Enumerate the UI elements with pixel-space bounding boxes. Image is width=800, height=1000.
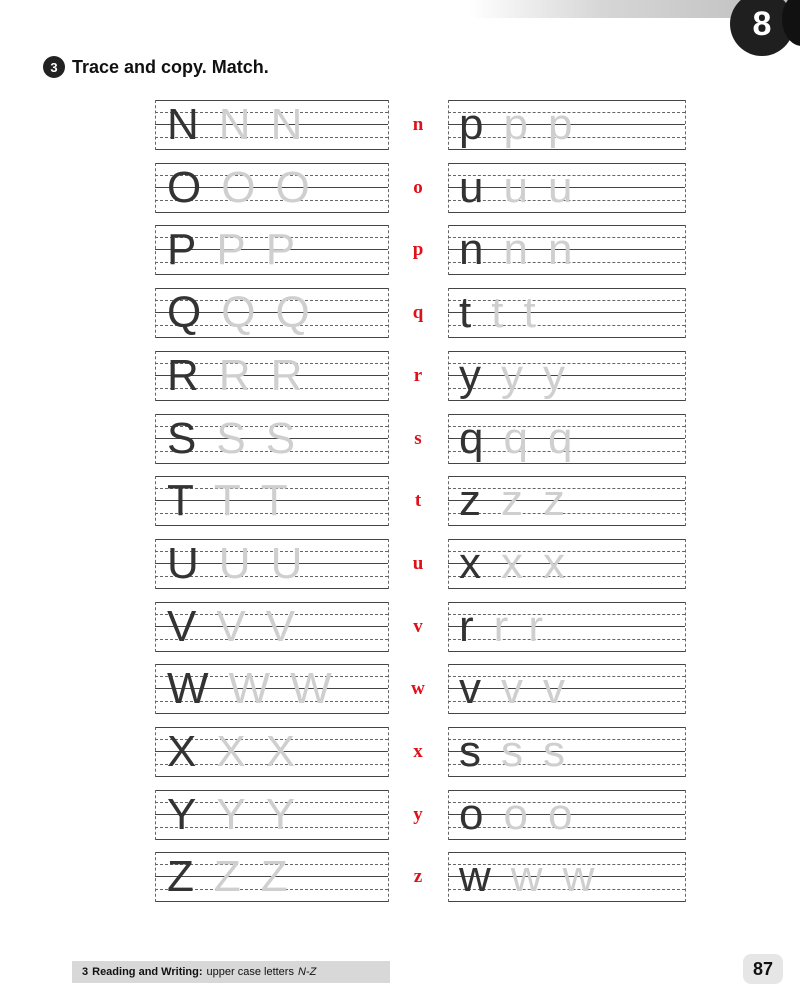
margin-line (685, 414, 686, 464)
margin-line (685, 664, 686, 714)
letter-row (155, 351, 685, 401)
match-letter[interactable]: s (414, 427, 422, 449)
trace-letter[interactable]: Y (265, 789, 296, 839)
margin-line (448, 163, 449, 213)
uppercase-letters (167, 100, 302, 150)
margin-line (155, 476, 156, 526)
trace-letter[interactable]: n (503, 225, 528, 275)
footer-topic: upper case letters (206, 966, 294, 978)
uppercase-letters (167, 414, 295, 464)
match-letter[interactable]: x (413, 741, 423, 762)
margin-line (155, 602, 156, 652)
trace-letter[interactable]: W (228, 664, 271, 714)
model-letter: q (459, 413, 484, 463)
trace-letter[interactable]: w (510, 852, 543, 902)
margin-line (155, 225, 156, 275)
margin-line (155, 539, 156, 589)
model-letter: u (459, 162, 484, 212)
trace-letter[interactable]: q (547, 413, 573, 463)
trace-letter[interactable]: V (216, 601, 246, 651)
margin-line (685, 288, 686, 338)
lowercase-letters (459, 790, 572, 840)
lowercase-letters (459, 539, 565, 589)
trace-letter[interactable]: t (523, 288, 536, 338)
match-letter[interactable]: u (412, 552, 424, 574)
trace-letter[interactable]: W (290, 664, 332, 714)
page-number: 87 (743, 954, 783, 984)
trace-letter[interactable]: t (491, 288, 504, 338)
letter-row (155, 414, 685, 464)
margin-line (685, 100, 686, 150)
model-letter: W (167, 664, 209, 714)
model-letter: w (459, 852, 491, 902)
trace-letter[interactable]: U (218, 538, 251, 588)
trace-letter[interactable]: T (213, 476, 241, 526)
uppercase-letters (167, 727, 295, 777)
trace-letter[interactable]: v (501, 664, 523, 714)
lowercase-letters (459, 664, 565, 714)
trace-letter[interactable]: r (528, 601, 543, 651)
trace-letter[interactable]: X (216, 727, 246, 776)
letter-row (155, 852, 685, 902)
uppercase-letters (167, 602, 295, 652)
model-letter: x (459, 538, 481, 588)
model-letter: N (167, 100, 199, 149)
trace-letter[interactable]: S (265, 413, 296, 463)
trace-letter[interactable]: r (493, 601, 509, 651)
trace-letter[interactable]: Y (216, 789, 246, 839)
lowercase-letters (459, 476, 565, 526)
margin-line (448, 790, 449, 840)
trace-letter[interactable]: Z (213, 852, 241, 902)
model-letter: R (167, 350, 199, 400)
margin-line (448, 539, 449, 589)
trace-letter[interactable]: U (270, 538, 303, 588)
model-letter: Y (167, 789, 197, 839)
trace-letter[interactable]: O (221, 162, 256, 212)
match-letter[interactable]: q (412, 302, 424, 324)
margin-line (448, 727, 449, 777)
uppercase-letters (167, 288, 310, 338)
letter-row (155, 100, 685, 150)
uppercase-letters (167, 225, 295, 275)
margin-line (448, 225, 449, 275)
margin-line (155, 163, 156, 213)
margin-line (685, 539, 686, 589)
margin-line (448, 100, 449, 150)
model-letter: X (167, 727, 197, 776)
model-letter: o (459, 789, 484, 839)
margin-line (685, 225, 686, 275)
trace-letter[interactable]: o (503, 789, 528, 839)
model-letter: U (167, 538, 199, 588)
model-letter: P (167, 225, 197, 275)
trace-letter[interactable]: Q (275, 288, 310, 338)
trace-letter[interactable]: n (547, 225, 573, 275)
trace-letter[interactable]: x (543, 538, 565, 588)
trace-letter[interactable]: s (501, 727, 523, 776)
match-letter[interactable]: p (412, 239, 424, 261)
trace-letter[interactable]: x (501, 538, 523, 588)
margin-line (685, 727, 686, 777)
lowercase-letters (459, 852, 594, 902)
margin-line (155, 288, 156, 338)
footer-section: Reading and Writing: (92, 966, 203, 978)
trace-letter[interactable]: y (543, 350, 565, 400)
margin-line (685, 476, 686, 526)
letter-row (155, 790, 685, 840)
lowercase-letters (459, 414, 572, 464)
letter-row (155, 727, 685, 777)
margin-line (685, 163, 686, 213)
trace-letter[interactable]: o (547, 789, 573, 839)
trace-letter[interactable]: T (260, 476, 288, 526)
trace-letter[interactable]: V (265, 601, 296, 651)
margin-line (155, 852, 156, 902)
trace-letter[interactable]: v (543, 664, 565, 714)
match-letter[interactable]: n (412, 114, 424, 135)
trace-letter[interactable]: p (547, 100, 573, 149)
trace-letter[interactable]: Z (260, 852, 288, 902)
uppercase-letters (167, 163, 310, 213)
uppercase-letters (167, 539, 302, 589)
model-letter: O (167, 162, 202, 212)
letter-row (155, 288, 685, 338)
trace-letter[interactable]: Q (221, 288, 256, 338)
margin-line (448, 351, 449, 401)
margin-line (448, 852, 449, 902)
trace-letter[interactable]: q (503, 413, 528, 463)
margin-line (448, 476, 449, 526)
trace-letter[interactable]: N (218, 100, 251, 149)
margin-line (155, 664, 156, 714)
margin-line (448, 414, 449, 464)
letter-row (155, 539, 685, 589)
exercise-header (43, 56, 269, 78)
trace-letter[interactable]: z (543, 476, 565, 526)
trace-letter[interactable]: R (218, 350, 251, 400)
match-letter[interactable]: r (413, 364, 423, 386)
trace-letter[interactable]: X (265, 727, 296, 776)
trace-letter[interactable]: N (270, 100, 303, 149)
footer-range: N-Z (297, 966, 317, 978)
margin-line (448, 602, 449, 652)
lowercase-letters (459, 727, 565, 777)
letter-row (155, 476, 685, 526)
margin-line (448, 288, 449, 338)
lowercase-letters (459, 163, 572, 213)
match-letter[interactable]: t (414, 490, 422, 512)
lowercase-letters (459, 225, 572, 275)
lowercase-letters (459, 602, 543, 652)
trace-letter[interactable]: w (562, 852, 595, 902)
trace-letter[interactable]: u (503, 162, 528, 212)
trace-letter[interactable]: P (265, 225, 296, 275)
margin-line (685, 790, 686, 840)
match-letter[interactable]: o (413, 176, 423, 198)
margin-line (448, 664, 449, 714)
letter-row (155, 163, 685, 213)
uppercase-letters (167, 664, 332, 714)
unit-badge: 8 (730, 0, 794, 56)
exercise-instruction: Trace and copy. Match. (72, 56, 269, 77)
margin-line (685, 602, 686, 652)
model-letter: y (459, 350, 481, 400)
uppercase-letters (167, 790, 295, 840)
footer-bar (72, 961, 390, 983)
trace-letter[interactable]: R (270, 350, 303, 400)
model-letter: r (459, 601, 474, 651)
letter-row (155, 664, 685, 714)
trace-letter[interactable]: O (275, 162, 310, 212)
trace-letter[interactable]: S (216, 413, 246, 463)
trace-letter[interactable]: p (503, 100, 528, 149)
trace-letter[interactable]: s (543, 727, 565, 776)
model-letter: t (459, 288, 472, 338)
lowercase-letters (459, 100, 572, 150)
margin-line (155, 351, 156, 401)
margin-line (155, 414, 156, 464)
model-letter: v (459, 664, 481, 714)
trace-letter[interactable]: u (547, 162, 573, 212)
model-letter: Z (167, 852, 194, 902)
letter-row (155, 225, 685, 275)
model-letter: p (459, 100, 484, 149)
model-letter: z (459, 476, 481, 526)
match-letter[interactable]: z (413, 866, 423, 888)
model-letter: n (459, 225, 484, 275)
uppercase-letters (167, 852, 288, 902)
match-letter[interactable]: w (411, 678, 425, 700)
model-letter: V (167, 601, 197, 651)
match-letter[interactable]: y (413, 803, 423, 825)
lowercase-letters (459, 351, 565, 401)
margin-line (685, 351, 686, 401)
model-letter: s (459, 727, 481, 776)
uppercase-letters (167, 351, 302, 401)
margin-line (155, 790, 156, 840)
footer-unit: 3 (82, 966, 89, 978)
letter-row (155, 602, 685, 652)
lowercase-letters (459, 288, 536, 338)
uppercase-letters (167, 476, 288, 526)
match-letter[interactable]: v (413, 615, 423, 637)
trace-letter[interactable]: y (501, 350, 523, 400)
trace-letter[interactable]: P (216, 225, 246, 275)
exercise-number: 3 (43, 56, 65, 78)
margin-line (155, 100, 156, 150)
model-letter: S (167, 413, 197, 463)
model-letter: T (167, 476, 194, 526)
trace-letter[interactable]: z (501, 476, 523, 526)
model-letter: Q (167, 288, 202, 338)
margin-line (685, 852, 686, 902)
margin-line (155, 727, 156, 777)
